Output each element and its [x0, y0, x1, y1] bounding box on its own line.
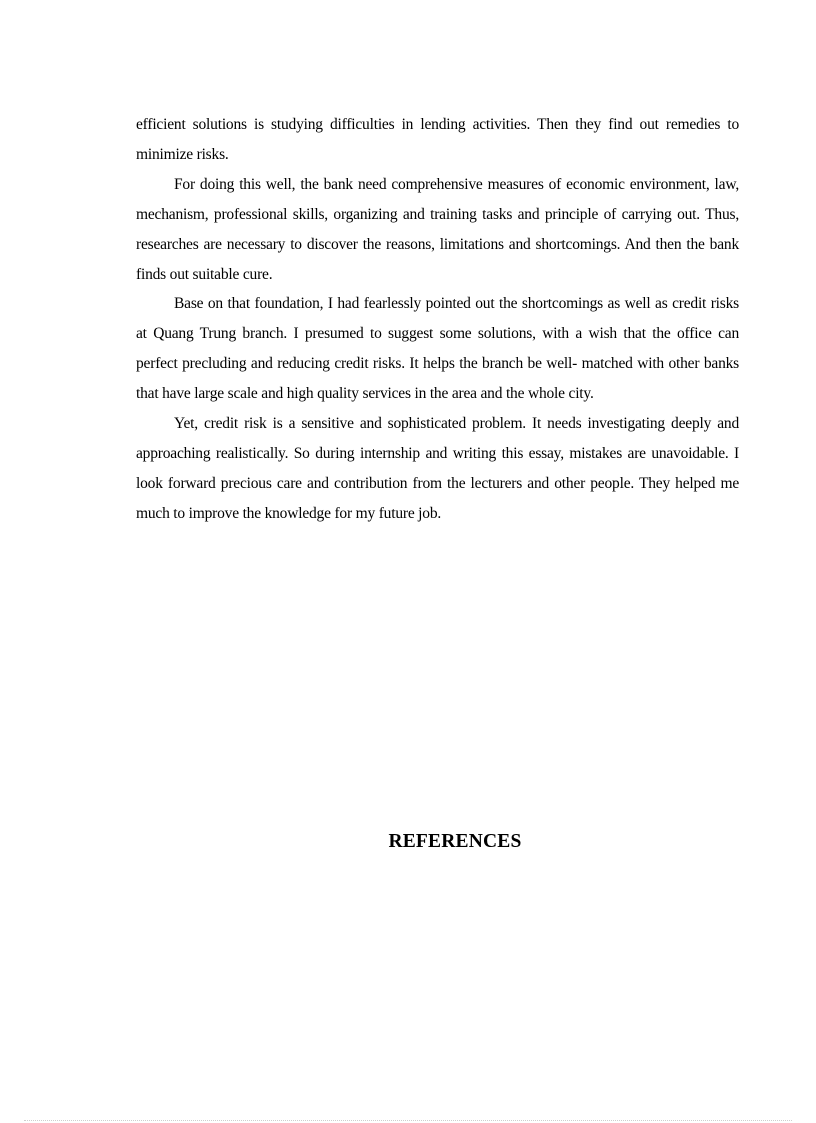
paragraph-measures: For doing this well, the bank need comprehensive measures of economic environment, law, mechanism, professional skills, organizing and training tasks and principle of carrying out. Thus, researches are necessary to discover the reasons, limitations and shortcomings. And then the bank finds out suitable cure.	[136, 175, 739, 283]
paragraph-foundation: Base on that foundation, I had fearlessly pointed out the shortcomings as well as credit risks at Quang Trung branch. I presumed to suggest some solutions, with a wish that the office can perfect precluding and reducing credit risks. It helps the branch be well- matched with other banks that have large scale and high quality services in the area and the whole city.	[136, 295, 739, 403]
page-bottom-divider	[24, 1120, 792, 1121]
paragraph-continuation: efficient solutions is studying difficulties in lending activities. Then they find out remedies to minimize risks.	[136, 116, 739, 163]
references-heading: REFERENCES	[388, 831, 522, 852]
body-text	[136, 110, 739, 529]
paragraph-credit-risk: Yet, credit risk is a sensitive and sophisticated problem. It needs investigating deeply and approaching realistically. So during internship and writing this essay, mistakes are unavoidable. I look forward precious care and contribution from the lecturers and other people. They helped me much to improve the knowledge for my future job.	[136, 415, 739, 522]
